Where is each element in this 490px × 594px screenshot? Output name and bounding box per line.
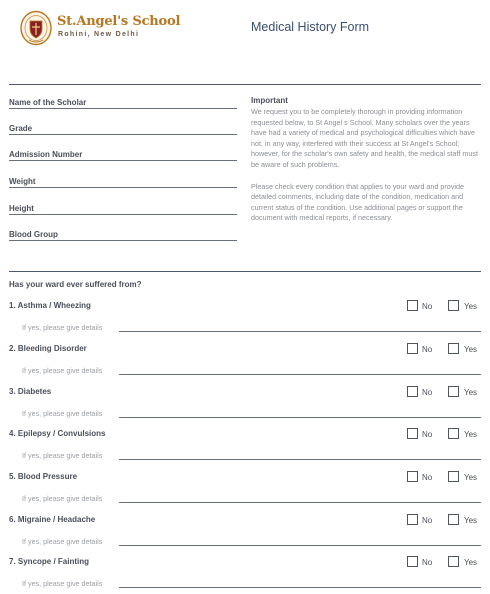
details-field[interactable] [22, 535, 481, 547]
no-checkbox[interactable] [407, 471, 418, 482]
field-label: Weight [9, 177, 36, 186]
condition-name: 5. Blood Pressure [9, 472, 78, 481]
yes-checkbox[interactable] [448, 471, 459, 482]
details-label: If yes, please give details [22, 409, 103, 418]
field-label: Height [9, 204, 34, 213]
yes-label: Yes [464, 388, 478, 397]
details-label: If yes, please give details [22, 323, 103, 332]
details-field[interactable] [22, 407, 481, 419]
no-label: No [422, 302, 433, 311]
yes-label: Yes [464, 430, 478, 439]
details-field[interactable] [22, 364, 481, 376]
field-label: Blood Group [9, 230, 58, 239]
form-header [0, 0, 490, 60]
details-label: If yes, please give details [22, 494, 103, 503]
important-paragraph: Please check every condition that applies to your ward and provide detailed comments, including date of the condition, medication and current status of the condition. Use additional pages or support the document with medical reports, if necessary. [251, 181, 464, 223]
school-name: St.Angel's School [57, 14, 181, 29]
details-label: If yes, please give details [22, 537, 103, 546]
yes-label: Yes [464, 516, 478, 525]
yes-label: Yes [464, 345, 478, 354]
no-label: No [422, 516, 433, 525]
yes-label: Yes [464, 558, 478, 567]
yes-checkbox[interactable] [448, 514, 459, 525]
condition-row [9, 429, 481, 465]
details-line [119, 502, 481, 503]
yes-checkbox[interactable] [448, 386, 459, 397]
details-line [119, 545, 481, 546]
grade-field[interactable] [9, 121, 237, 135]
school-location: Rohini, New Delhi [58, 31, 140, 38]
condition-row [9, 387, 481, 423]
height-field[interactable] [9, 201, 237, 215]
details-line [119, 417, 481, 418]
no-checkbox[interactable] [407, 514, 418, 525]
section-divider [9, 271, 481, 272]
condition-name: 1. Asthma / Wheezing [9, 301, 91, 310]
condition-name: 4. Epilepsy / Convulsions [9, 429, 106, 438]
yes-checkbox[interactable] [448, 428, 459, 439]
details-field[interactable] [22, 577, 481, 589]
yes-checkbox[interactable] [448, 300, 459, 311]
details-field[interactable] [22, 321, 481, 333]
details-line [119, 374, 481, 375]
field-label: Admission Number [9, 150, 83, 159]
no-label: No [422, 430, 433, 439]
conditions-question: Has your ward ever suffered from? [9, 280, 142, 289]
condition-row [9, 301, 481, 337]
no-label: No [422, 388, 433, 397]
important-title: Important [251, 96, 288, 105]
scholar-name-field[interactable] [9, 95, 237, 109]
condition-name: 6. Migraine / Headache [9, 515, 96, 524]
yes-label: Yes [464, 302, 478, 311]
field-label: Grade [9, 124, 33, 133]
condition-name: 7. Syncope / Fainting [9, 557, 90, 566]
no-checkbox[interactable] [407, 386, 418, 397]
details-label: If yes, please give details [22, 366, 103, 375]
field-label: Name of the Scholar [9, 98, 87, 107]
weight-field[interactable] [9, 174, 237, 188]
details-line [119, 587, 481, 588]
no-checkbox[interactable] [407, 300, 418, 311]
condition-row [9, 344, 481, 380]
top-divider [9, 84, 481, 85]
no-checkbox[interactable] [407, 343, 418, 354]
page-title: Medical History Form [251, 20, 370, 34]
condition-row [9, 515, 481, 551]
yes-checkbox[interactable] [448, 343, 459, 354]
details-field[interactable] [22, 492, 481, 504]
details-line [119, 459, 481, 460]
details-field[interactable] [22, 449, 481, 461]
yes-checkbox[interactable] [448, 556, 459, 567]
no-checkbox[interactable] [407, 428, 418, 439]
no-label: No [422, 558, 433, 567]
condition-name: 2. Bleeding Disorder [9, 344, 87, 353]
blood-group-field[interactable] [9, 227, 237, 241]
no-label: No [422, 345, 433, 354]
condition-row [9, 557, 481, 593]
details-line [119, 331, 481, 332]
important-paragraph: We request you to be completely thorough in providing information requested below, to St Angel s School. Many scholars over the years have had a variety of medical and psychological difficulties which have not, in any way, interfered with their success at St Angel's School; however, for the scholar's own safety and health, the medical staff must be aware of such problems. [251, 107, 478, 169]
yes-label: Yes [464, 473, 478, 482]
important-notice [251, 96, 481, 224]
condition-name: 3. Diabetes [9, 387, 52, 396]
condition-row [9, 472, 481, 508]
details-label: If yes, please give details [22, 579, 103, 588]
school-crest-logo [20, 10, 52, 46]
admission-number-field[interactable] [9, 147, 237, 161]
no-label: No [422, 473, 433, 482]
no-checkbox[interactable] [407, 556, 418, 567]
details-label: If yes, please give details [22, 451, 103, 460]
